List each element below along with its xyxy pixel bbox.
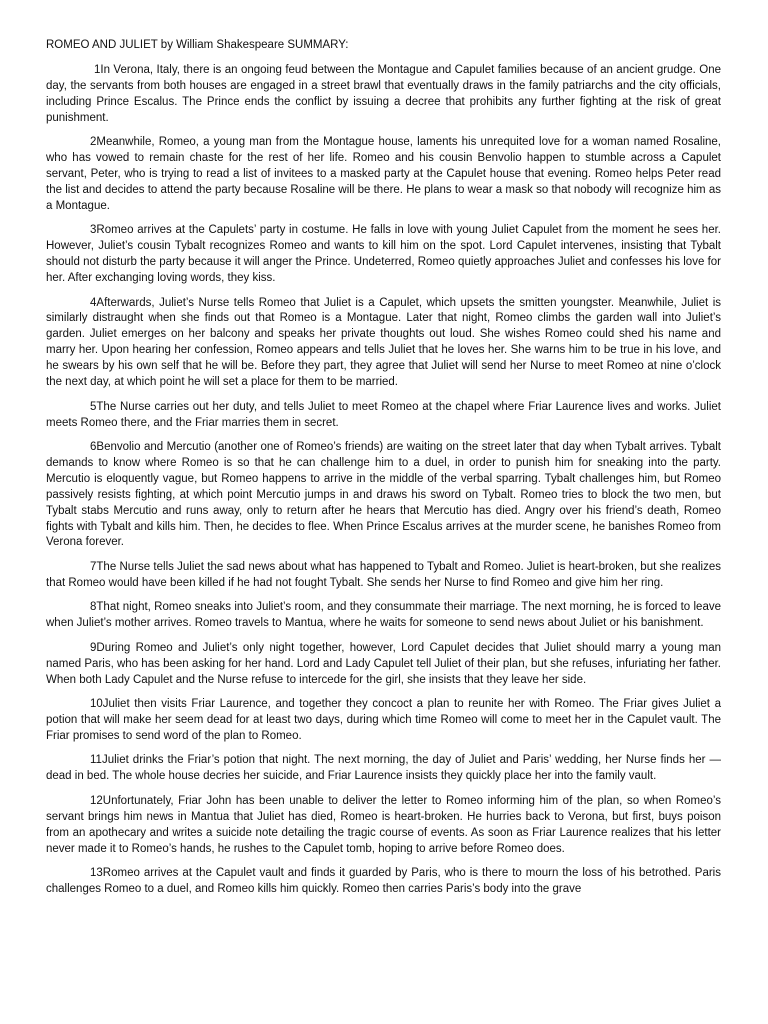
paragraph-4: 4Afterwards, Juliet’s Nurse tells Romeo that Juliet is a Capulet, which upsets the smitten youngster. Meanwhile, Juliet is similarly distraught when she finds out that Romeo is a Montague. Later that night, Romeo climbs the garden wall into Juliet’s garden. Juliet emerges on her balcony and speaks her private thoughts out loud. She wishes Romeo could shed his name and marry her. Upon hearing her confession, Romeo appears and tells Juliet that he loves her. She warns him to be true in his love, and he swears by his own self that he will be. Before they part, they agree that Juliet will send her Nurse to meet Romeo at nine o’clock the next day, at which point he will set a place for them to be married. (46, 296, 721, 389)
paragraph-5: 5The Nurse carries out her duty, and tells Juliet to meet Romeo at the chapel where Friar Laurence lives and works. Juliet meets Romeo there, and the Friar marries them in secret. (46, 400, 721, 429)
document-title: ROMEO AND JULIET by William Shakespeare SUMMARY: (46, 39, 349, 51)
paragraph-3: 3Romeo arrives at the Capulets’ party in costume. He falls in love with young Juliet Capulet from the moment he sees her. However, Juliet’s cousin Tybalt recognizes Romeo and wants to kill him on the spot. Lord Capulet intervenes, insisting that Tybalt should not disturb the party because it will anger the Prince. Undeterred, Romeo quietly approaches Juliet and confesses his love for her. After exchanging loving words, they kiss. (46, 224, 721, 285)
paragraph-6: 6Benvolio and Mercutio (another one of Romeo’s friends) are waiting on the street later that day when Tybalt arrives. Tybalt demands to know where Romeo is so that he can challenge him to a duel, in order to punish him for sneaking into the party. Mercutio is eloquently vague, but Romeo happens to arrive in the middle of the verbal sparring. Tybalt challenges him, but Romeo passively resists fighting, at which point Mercutio jumps in and draws his sword on Tybalt. Romeo tries to block the two men, but Tybalt stabs Mercutio and runs away, only to return after he hears that Mercutio has died. Angry over his friend’s death, Romeo fights with Tybalt and kills him. Then, he decides to flee. When Prince Escalus arrives at the murder scene, he banishes Romeo from Verona forever. (46, 441, 721, 549)
paragraph-1: 1In Verona, Italy, there is an ongoing feud between the Montague and Capulet families because of an ancient grudge. One day, the servants from both houses are engaged in a street brawl that eventually draws in the family patriarchs and the city officials, including Prince Escalus. The Prince ends the conflict by issuing a decree that prohibits any further fighting at the risk of great punishment. (46, 64, 721, 124)
paragraph-8: 8That night, Romeo sneaks into Juliet’s room, and they consummate their marriage. The next morning, he is forced to leave when Juliet’s mother arrives. Romeo travels to Mantua, where he waits for someone to send news about Juliet or his banishment. (46, 601, 721, 630)
paragraph-9: 9During Romeo and Juliet’s only night together, however, Lord Capulet decides that Juliet should marry a young man named Paris, who has been asking for her hand. Lord and Lady Capulet tell Juliet of their plan, but she refuses, infuriating her father. When both Lady Capulet and the Nurse refuse to intercede for the girl, she insists that they leave her side. (46, 641, 721, 686)
paragraph-11: 11Juliet drinks the Friar’s potion that night. The next morning, the day of Juliet and Paris’ wedding, her Nurse finds her —dead in bed. The whole house decries her suicide, and Friar Laurence insists they quickly place her into the family vault. (46, 754, 721, 783)
paragraph-13: 13Romeo arrives at the Capulet vault and finds it guarded by Paris, who is there to mourn the loss of his betrothed. Paris challenges Romeo to a duel, and Romeo kills him quickly. Romeo then carries Paris’s body into the grave (46, 867, 721, 895)
paragraph-7: 7The Nurse tells Juliet the sad news about what has happened to Tybalt and Romeo. Juliet is heart-broken, but she realizes that Romeo would have been killed if he had not fought Tybalt. She sends her Nurse to find Romeo and give him her ring. (46, 560, 721, 589)
paragraph-12: 12Unfortunately, Friar John has been unable to deliver the letter to Romeo informing him of the plan, so when Romeo’s servant brings him news in Mantua that Juliet has died, Romeo is heart-broken. He hurries back to Verona, but first, buys poison from an apothecary and writes a suicide note detailing the tragic course of events. As soon as Friar Laurence realizes that his letter never made it to Romeo’s hands, he rushes to the Capulet tomb, hoping to arrive before Romeo does. (46, 794, 721, 855)
paragraph-10: 10Juliet then visits Friar Laurence, and together they concoct a plan to reunite her with Romeo. The Friar gives Juliet a potion that will make her seem dead for at least two days, during which time Romeo will come to meet her in the Capulet vault. The Friar promises to send word of the plan to Romeo. (46, 698, 721, 742)
paragraph-2: 2Meanwhile, Romeo, a young man from the Montague house, laments his unrequited love for a woman named Rosaline, who has vowed to remain chaste for the rest of her life. Romeo and his cousin Benvolio happen to stumble across a Capulet servant, Peter, who is trying to read a list of invitees to a masked party at the Capulet house that evening. Romeo helps Peter read the list and decides to attend the party because Rosaline will be there. He plans to wear a mask so that nobody will recognize him as a Montague. (46, 136, 721, 212)
